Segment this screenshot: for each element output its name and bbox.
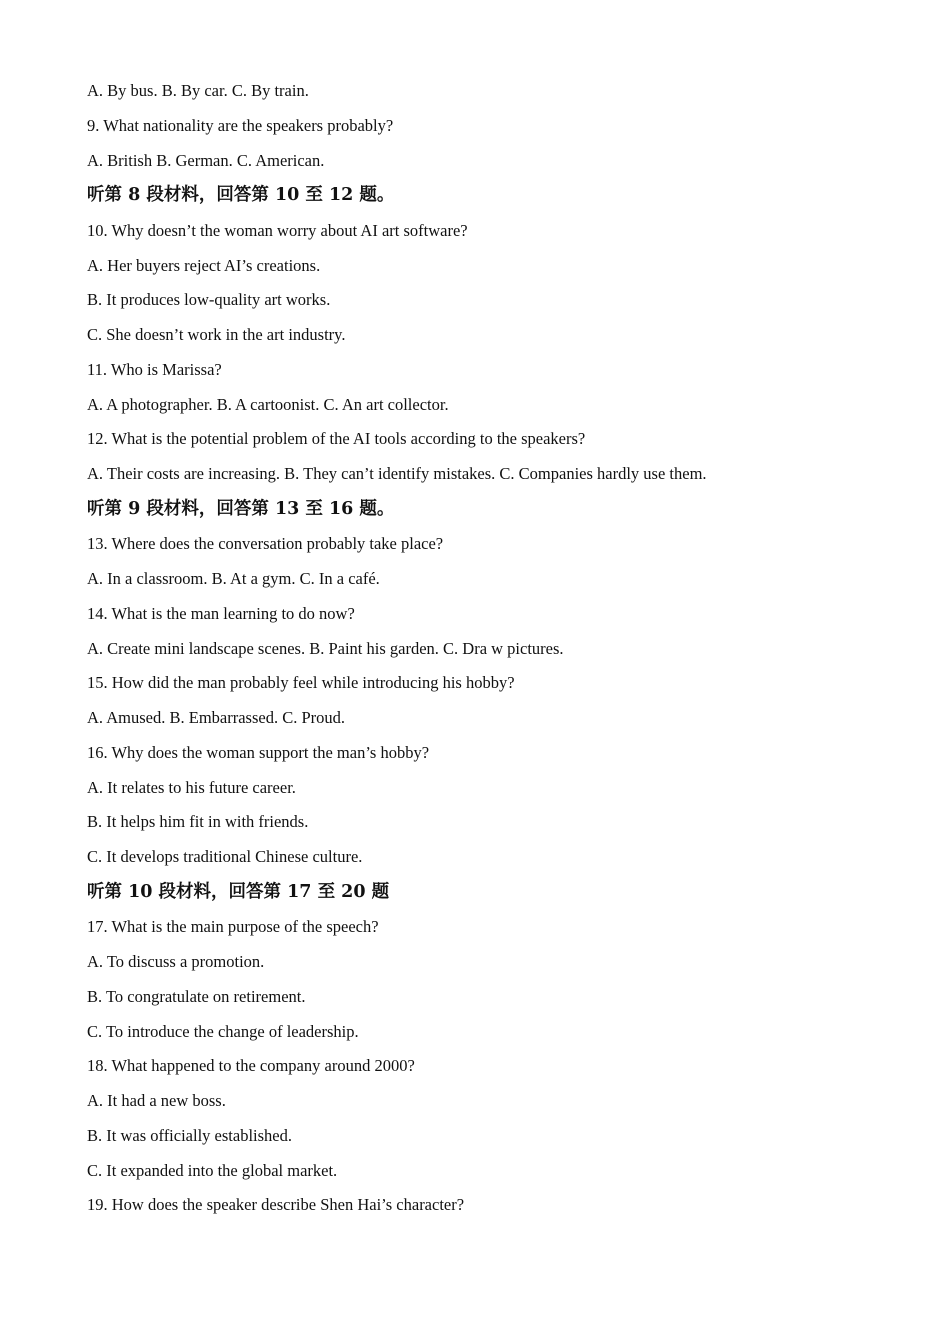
section-heading: 听第 8 段材料，回答第 10 至 12 题。 (87, 185, 395, 206)
question-text: 12. What is the potential problem of the AI tools according to the speakers? (87, 429, 586, 449)
question-text: 11. Who is Marissa? (87, 359, 222, 379)
answer-options: A. It had a new boss. (87, 1091, 226, 1110)
answer-options: A. In a classroom. B. At a gym. C. In a café. (87, 569, 380, 588)
answer-options: C. It expanded into the global market. (87, 1160, 338, 1180)
question-text: 15. How did the man probably feel while introducing his hobby? (87, 673, 515, 693)
question-text: 17. What is the main purpose of the speech? (87, 917, 379, 937)
answer-options: A. Amused. B. Embarrassed. C. Proud. (87, 708, 346, 727)
answer-options: A. British B. German. C. American. (87, 150, 325, 170)
answer-options: C. To introduce the change of leadership. (87, 1021, 359, 1041)
question-text: 18. What happened to the company around 2000? (87, 1056, 415, 1076)
answer-options: B. It was officially established. (87, 1125, 292, 1145)
question-text: 13. Where does the conversation probably take place? (87, 534, 444, 554)
question-text: 14. What is the man learning to do now? (87, 603, 355, 623)
section-heading: 听第 9 段材料，回答第 13 至 16 题。 (87, 498, 395, 519)
answer-options: A. By bus. B. By car. C. By train. (87, 81, 309, 100)
answer-options: C. She doesn’t work in the art industry. (87, 325, 346, 344)
answer-options: B. To congratulate on retirement. (87, 986, 306, 1006)
answer-options: A. Their costs are increasing. B. They can’t identify mistakes. C. Companies hardly use them. (87, 464, 707, 483)
document-content (87, 78, 887, 1227)
answer-options: A. Create mini landscape scenes. B. Paint his garden. C. Dra w pictures. (87, 638, 564, 658)
answer-options: B. It helps him fit in with friends. (87, 812, 309, 832)
question-text: 10. Why doesn’t the woman worry about AI art software? (87, 220, 468, 240)
question-text: 19. How does the speaker describe Shen Hai’s character? (87, 1195, 465, 1215)
answer-options: A. To discuss a promotion. (87, 952, 265, 971)
answer-options: A. A photographer. B. A cartoonist. C. An art collector. (87, 394, 449, 414)
answer-options: C. It develops traditional Chinese culture. (87, 847, 363, 866)
answer-options: A. Her buyers reject AI’s creations. (87, 255, 321, 275)
answer-options: B. It produces low-quality art works. (87, 290, 331, 310)
question-text: 9. What nationality are the speakers probably? (87, 115, 394, 135)
question-text: 16. Why does the woman support the man’s hobby? (87, 742, 430, 762)
section-heading: 听第 10 段材料，回答第 17 至 20 题 (87, 881, 390, 902)
answer-options: A. It relates to his future career. (87, 777, 296, 797)
